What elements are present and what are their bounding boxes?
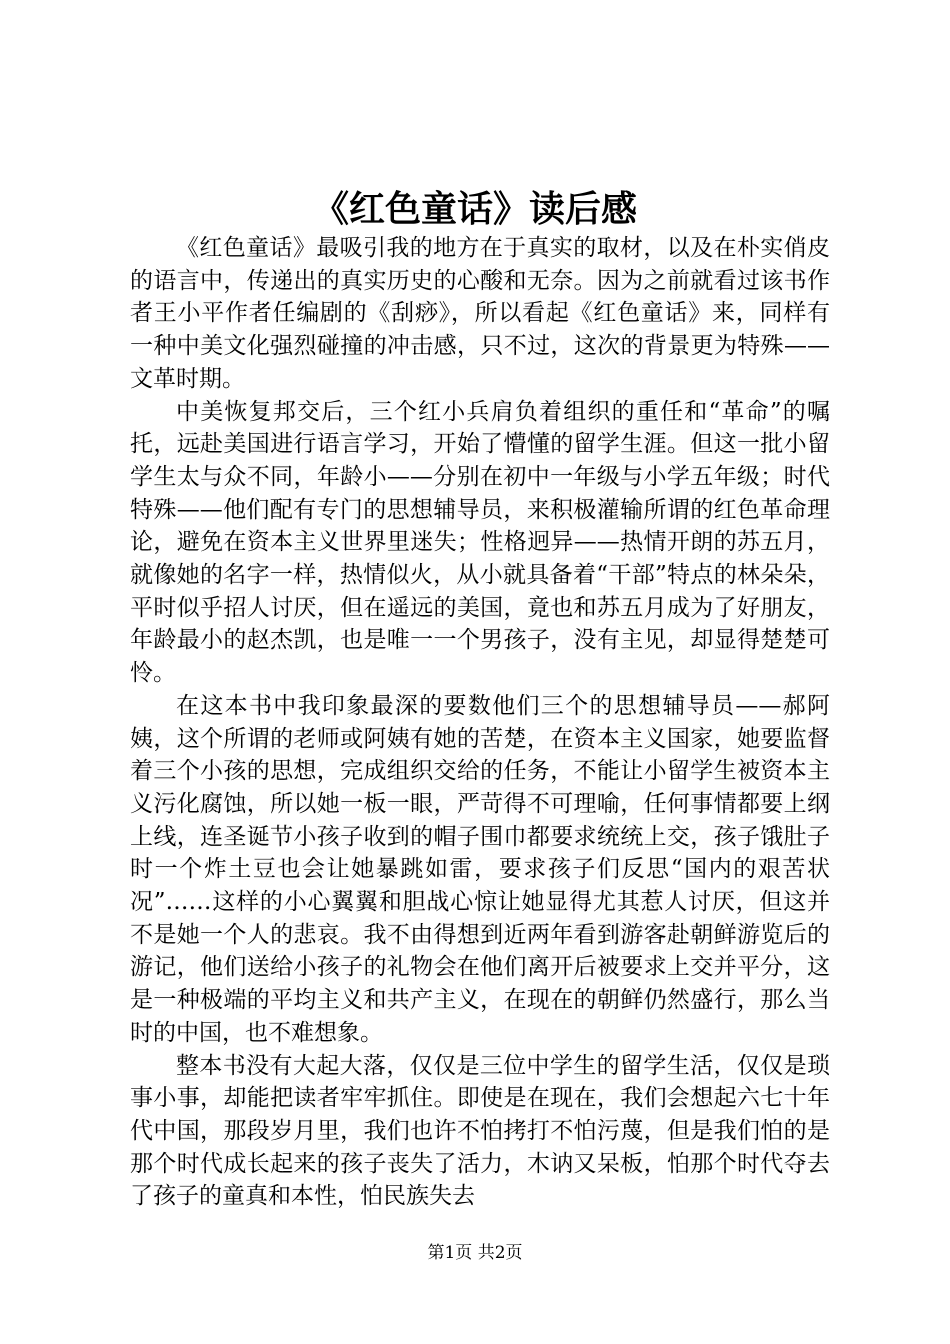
page-footer: 第1页 共2页 <box>427 1243 523 1263</box>
document-body <box>130 232 830 1213</box>
paragraph: 整本书没有大起大落，仅仅是三位中学生的留学生活，仅仅是琐事小事，却能把读者牢牢抓住。即使是在现在，我们会想起六七十年代中国，那段岁月里，我们也许不怕拷打不怕污蔑，但是我们怕的是那个时代成长起来的孩子丧失了活力，木讷又呆板，怕那个时代夺去了孩子的童真和本性，怕民族失去 <box>130 1052 830 1210</box>
document-title: 《红色童话》读后感 <box>312 188 637 230</box>
paragraph: 《红色童话》最吸引我的地方在于真实的取材，以及在朴实俏皮的语言中，传递出的真实历史的心酸和无奈。因为之前就看过该书作者王小平作者任编剧的《刮痧》，所以看起《红色童话》来，同样有一种中美文化强烈碰撞的冲击感，只不过，这次的背景更为特殊——文革时期。 <box>130 235 830 392</box>
paragraph: 中美恢复邦交后，三个红小兵肩负着组织的重任和“革命”的嘱托，远赴美国进行语言学习，开始了懵懂的留学生涯。但这一批小留学生太与众不同，年龄小——分别在初中一年级与小学五年级；时代特殊——他们配有专门的思想辅导员，来积极灌输所谓的红色革命理论，避免在资本主义世界里迷失；性格迥异——热情开朗的苏五月，就像她的名字一样，热情似火，从小就具备着“干部”特点的林朵朵，平时似乎招人讨厌，但在遥远的美国，竟也和苏五月成为了好朋友，年龄最小的赵杰凯，也是唯一一个男孩子，没有主见，却显得楚楚可怜。 <box>130 398 830 687</box>
paragraph: 在这本书中我印象最深的要数他们三个的思想辅导员——郝阿姨，这个所谓的老师或阿姨有她的苦楚，在资本主义国家，她要监督着三个小孩的思想，完成组织交给的任务，不能让小留学生被资本主义污化腐蚀，所以她一板一眼，严苛得不可理喻，任何事情都要上纲上线，连圣诞节小孩子收到的帽子围巾都要求统统上交，孩子饿肚子时一个炸土豆也会让她暴跳如雷，要求孩子们反思“国内的艰苦状况”……这样的小心翼翼和胆战心惊让她显得尤其惹人讨厌，但这并不是她一个人的悲哀。我不由得想到近两年看到游客赴朝鲜游览后的游记，他们送给小孩子的礼物会在他们离开后被要求上交并平分，这是一种极端的平均主义和共产主义，在现在的朝鲜仍然盛行，那么当时的中国，也不难想象。 <box>130 692 830 1046</box>
